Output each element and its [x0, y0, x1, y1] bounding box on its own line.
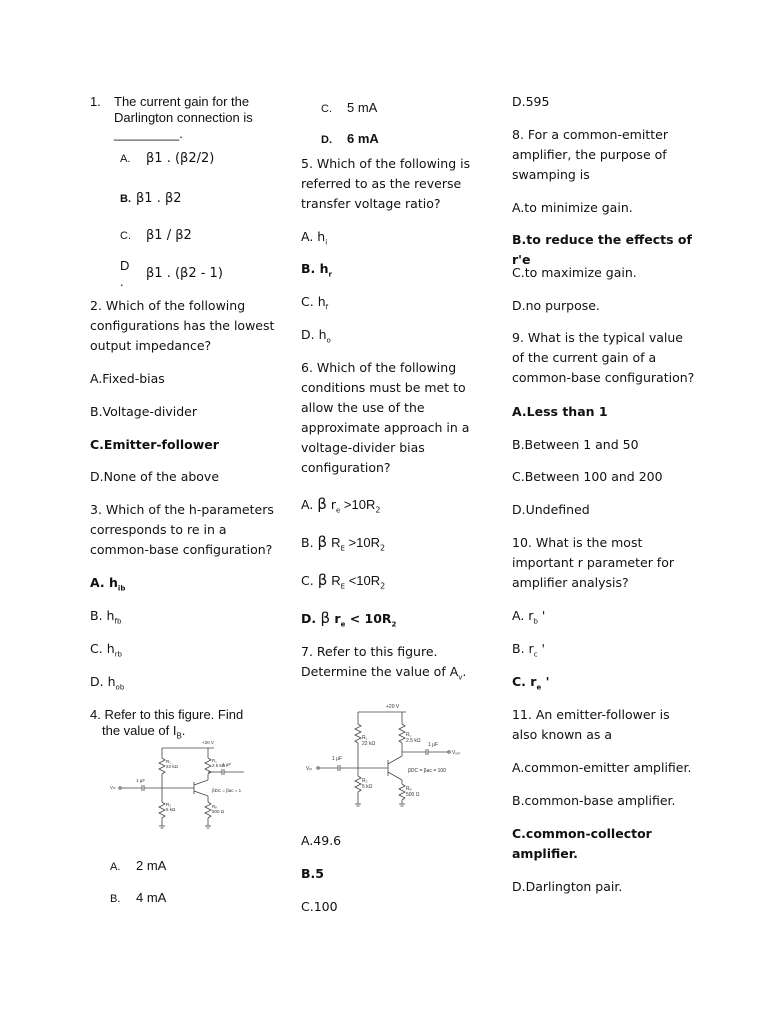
q4-line2-suffix: .: [181, 723, 186, 738]
q10-option-c: [512, 672, 549, 698]
q8-line2: amplifier, the purpose of: [512, 147, 667, 162]
q1-line2: Darlington connection is: [114, 110, 253, 125]
q6-option-c: [301, 570, 385, 597]
q8-option-d: D.no purpose.: [512, 298, 600, 313]
q5-option-d-sub: o: [326, 336, 331, 345]
q7-line2-suffix: .: [462, 664, 467, 679]
q6-line6: configuration?: [301, 460, 391, 475]
q6-option-a-cond-sub: 2: [375, 505, 381, 515]
q1-option-d-text: β1 . (β2 - 1): [146, 266, 223, 281]
q4-circuit-re-value: 500 Ω: [212, 809, 225, 814]
q10-option-a: [512, 606, 545, 632]
q10-line1: 10. What is the most: [512, 535, 643, 550]
q7-circuit-c2: 1 μF: [428, 742, 439, 748]
q1-option-c: [120, 225, 192, 246]
q6-option-a-term: r: [330, 497, 336, 512]
q10-option-c-label: C.: [512, 674, 526, 689]
q4-option-b-letter: B.: [110, 893, 121, 905]
q8-option-b: B.to reduce the effects of r'e: [512, 232, 692, 267]
q5-option-d-h: h: [318, 327, 327, 342]
q3-option-c-label: C.: [90, 641, 103, 656]
q10-option-b: [512, 639, 545, 665]
q4-option-a: [110, 856, 166, 877]
q3-option-a-label: A.: [90, 575, 105, 590]
q10-option-b-r: r: [528, 641, 534, 656]
q11-option-a: A.common-emitter amplifier.: [512, 760, 692, 775]
q7-circuit-r2-value: 5 kΩ: [362, 784, 373, 790]
q4-option-a-text: 2 mA: [136, 858, 167, 873]
q8-line1: 8. For a common-emitter: [512, 127, 668, 142]
q4-circuit-rc-value: 2.5 kΩ: [212, 763, 226, 768]
q3-option-b: [90, 606, 121, 632]
q4-line2-sub: B: [176, 731, 182, 741]
q6-option-a-beta: β: [317, 495, 327, 513]
q7-option-b: B.5: [301, 866, 324, 881]
q8-option-c: C.to maximize gain.: [512, 265, 637, 280]
q2-line2: configurations has the lowest: [90, 318, 275, 333]
q9-line1: 9. What is the typical value: [512, 330, 683, 345]
q10-line3: amplifier analysis?: [512, 575, 629, 590]
q4-option-d-text: 6 mA: [347, 131, 379, 146]
q4-option-b-text: 4 mA: [136, 890, 167, 905]
q7-circuit-r1: R₁: [362, 735, 368, 741]
q3-option-d-h: h: [107, 674, 116, 689]
q6-option-a-label: A.: [301, 497, 314, 512]
q7-line2: [301, 662, 466, 688]
q4-option-c-text: 5 mA: [347, 100, 378, 115]
q3-option-a: [90, 573, 125, 599]
q6-option-b-label: B.: [301, 535, 314, 550]
q4-option-d-letter: D.: [321, 134, 332, 146]
q7-circuit-diagram: [302, 700, 472, 812]
q7-line1: 7. Refer to this figure.: [301, 644, 438, 659]
q2-option-a: A.Fixed-bias: [90, 371, 165, 386]
q2-line3: output impedance?: [90, 338, 212, 353]
q5-option-a-label: A.: [301, 229, 314, 244]
q6-option-a-term-sub: e: [336, 506, 341, 515]
q5-line2: referred to as the reverse: [301, 176, 462, 191]
q8-option-a: A.to minimize gain.: [512, 200, 633, 215]
q6-line4: approximate approach in a: [301, 420, 470, 435]
q10-line2: important r parameter for: [512, 555, 674, 570]
q4-line2-prefix: the value of I: [102, 723, 177, 738]
q1-option-c-text: β1 / β2: [146, 228, 192, 243]
q3-option-c-h: h: [106, 641, 115, 656]
q6-option-d-beta: β: [320, 609, 331, 627]
q5-line1: 5. Which of the following is: [301, 156, 471, 171]
q3-option-d-sub: ob: [115, 683, 125, 692]
q10-option-b-prime: ': [541, 641, 545, 656]
q2-option-d: D.None of the above: [90, 469, 220, 484]
q4-line1: 4. Refer to this figure. Find: [90, 707, 244, 722]
q4-circuit-r2: R₂: [166, 802, 171, 807]
q1-option-d-dot: .: [120, 274, 124, 289]
q6-option-c-cond-sub: 2: [380, 581, 386, 591]
q4-circuit-rc: R꜀: [212, 758, 217, 763]
q11-option-d: D.Darlington pair.: [512, 879, 623, 894]
q5-option-c-h: h: [317, 294, 326, 309]
q5-option-c-label: C.: [301, 294, 314, 309]
q7-option-a: A.49.6: [301, 833, 342, 848]
q4-option-c-letter: C.: [321, 103, 332, 115]
q7-line2-prefix: Determine the value of A: [301, 664, 459, 679]
q4-circuit-beta: βDC = βac = 1: [212, 788, 242, 793]
q6-option-c-term: R: [331, 573, 341, 588]
q5-option-b-label: B.: [301, 261, 316, 276]
q6-option-c-cond: <10R: [345, 573, 381, 588]
q6-line1: 6. Which of the following: [301, 360, 457, 375]
q2-option-c: C.Emitter-follower: [90, 437, 219, 452]
q10-option-b-sub: c: [533, 650, 538, 659]
q6-option-b-cond-sub: 2: [380, 543, 386, 553]
q5-option-d-label: D.: [301, 327, 315, 342]
q4-option-b: [110, 888, 166, 909]
q6-option-a-cond: >10R: [340, 497, 376, 512]
q6-option-b-term-sub: E: [340, 544, 345, 553]
q2-line1: 2. Which of the following: [90, 298, 246, 313]
q11-option-c-line2: amplifier.: [512, 846, 578, 861]
q5-option-a: [301, 227, 327, 253]
q5-option-c: [301, 292, 328, 318]
q6-option-c-term-sub: E: [340, 582, 346, 591]
q7-line2-sub: v: [458, 673, 463, 682]
q11-line1: 11. An emitter-follower is: [512, 707, 670, 722]
q3-line1: 3. Which of the h-parameters: [90, 502, 274, 517]
q7-circuit-vcc: +20 V: [386, 704, 400, 710]
q1-line3: _________.: [114, 126, 183, 141]
q6-option-d-cond: < 10R: [345, 611, 392, 626]
q4-circuit-c2: 1 μF: [222, 762, 232, 767]
q3-line3: common-base configuration?: [90, 542, 273, 557]
q6-option-a: [301, 494, 380, 521]
q6-option-c-label: C.: [301, 573, 314, 588]
q7-circuit-vout: Vₒᵤₜ: [452, 750, 461, 756]
q10-option-a-sub: b: [533, 617, 538, 626]
q7-circuit-beta: βDC = βac = 100: [408, 768, 446, 774]
q2-option-b: B.Voltage-divider: [90, 404, 197, 419]
q1-line1: The current gain for the: [114, 94, 250, 109]
q5-option-b-sub: r: [328, 270, 332, 279]
q3-option-a-sub: ib: [117, 584, 126, 593]
q7-circuit-rc: R꜀: [406, 732, 412, 738]
q1-option-b: [120, 188, 182, 209]
q1-number: 1.: [90, 94, 101, 109]
q1-option-b-text: β1 . β2: [136, 191, 182, 206]
q11-option-b: B.common-base amplifier.: [512, 793, 676, 808]
q3-option-d-label: D.: [90, 674, 104, 689]
q9-option-b: B.Between 1 and 50: [512, 437, 639, 452]
q4-option-c: [321, 98, 377, 119]
q6-line2: conditions must be met to: [301, 380, 466, 395]
q10-option-c-r: r: [530, 674, 537, 689]
q6-option-b-term: R: [331, 535, 341, 550]
q3-option-d: [90, 672, 124, 698]
q6-option-d-cond-sub: 2: [391, 620, 397, 629]
q10-option-c-prime: ': [545, 674, 550, 689]
q4-circuit-r2-value: 5 kΩ: [166, 807, 176, 812]
q8-line3: swamping is: [512, 167, 590, 182]
q4-circuit-c1: 1 μF: [136, 778, 146, 783]
q10-option-b-label: B.: [512, 641, 525, 656]
q5-option-b-h: h: [319, 261, 329, 276]
q5-option-b: [301, 259, 332, 285]
q9-option-d: D.Undefined: [512, 502, 590, 517]
q9-option-c: C.Between 100 and 200: [512, 469, 663, 484]
q4-option-d: [321, 129, 379, 150]
q1-option-a: [120, 148, 214, 169]
q9-line3: common-base configuration?: [512, 370, 695, 385]
q1-option-c-letter: C.: [120, 230, 131, 242]
q4-circuit-r1: R₁: [166, 759, 171, 764]
q7-circuit-rc-value: 2.5 kΩ: [406, 738, 421, 744]
q6-line3: allow the use of the: [301, 400, 425, 415]
q6-line5: voltage-divider bias: [301, 440, 425, 455]
q3-option-a-h: h: [109, 575, 118, 590]
q3-line2: corresponds to re in a: [90, 522, 227, 537]
q6-option-d: [301, 608, 396, 635]
q7-option-d: D.595: [512, 94, 550, 109]
q5-option-c-sub: f: [325, 303, 329, 312]
q7-circuit-r1-value: 22 kΩ: [362, 741, 376, 747]
q1-option-d-letter: D: [120, 258, 130, 273]
q7-circuit-re-value: 500 Ω: [406, 792, 420, 798]
q10-option-a-prime: ': [541, 608, 546, 623]
q3-option-c: [90, 639, 122, 665]
q3-option-c-sub: rb: [114, 650, 122, 659]
q5-line3: transfer voltage ratio?: [301, 196, 441, 211]
q1-option-a-letter: A.: [120, 153, 131, 165]
q9-line2: of the current gain of a: [512, 350, 657, 365]
q6-option-b-cond: >10R: [344, 535, 380, 550]
q4-option-a-letter: A.: [110, 861, 121, 873]
q6-option-d-term-sub: e: [340, 620, 346, 629]
q6-option-c-beta: β: [317, 571, 328, 589]
q5-option-d: [301, 325, 331, 351]
q1-option-a-text: β1 . (β2/2): [146, 151, 215, 166]
q4-circuit-vin: Vᵢₙ: [110, 785, 116, 790]
q9-option-a: A.Less than 1: [512, 404, 608, 419]
q4-circuit-r1-value: 22 kΩ: [166, 764, 178, 769]
q3-option-b-sub: fb: [114, 617, 122, 626]
q11-line2: also known as a: [512, 727, 612, 742]
q6-option-b-beta: β: [317, 533, 328, 551]
q7-circuit-r2: R₂: [362, 778, 368, 784]
q7-option-c: C.100: [301, 899, 338, 914]
q6-option-d-term: r: [334, 611, 341, 626]
q5-option-a-h: h: [317, 229, 326, 244]
q11-option-c-line1: C.common-collector: [512, 826, 652, 841]
q3-option-b-h: h: [106, 608, 115, 623]
q6-option-b: [301, 532, 385, 559]
q10-option-a-label: A.: [512, 608, 525, 623]
q4-circuit-re: Rₑ: [212, 804, 217, 809]
q7-circuit-c1: 1 μF: [332, 756, 343, 762]
q7-circuit-re: Rₑ: [406, 786, 412, 792]
q7-circuit-vin: Vᵢₙ: [306, 766, 313, 772]
q10-option-c-sub: e: [536, 683, 542, 692]
q5-option-a-sub: i: [325, 238, 328, 247]
q1-option-b-letter: B.: [120, 193, 131, 205]
q4-circuit-diagram: [104, 736, 264, 832]
q4-circuit-vcc: +20 V: [202, 740, 214, 745]
q3-option-b-label: B.: [90, 608, 103, 623]
q6-option-d-label: D.: [301, 611, 317, 626]
q10-option-a-r: r: [528, 608, 534, 623]
